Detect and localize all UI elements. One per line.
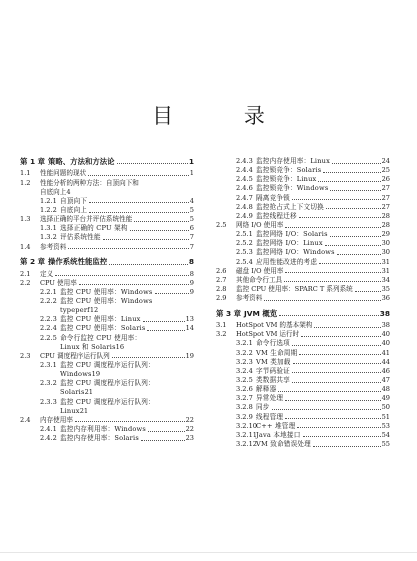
toc-dot-leader: [313, 446, 381, 447]
toc-dot-leader: [330, 236, 381, 237]
toc-entry-title: 自顶向下: [60, 196, 88, 205]
toc-dot-leader: [264, 300, 380, 301]
toc-page-number: 40: [381, 339, 390, 348]
toc-entry-number: 1.2.1: [40, 196, 57, 205]
page-bottom-rule: [0, 552, 417, 553]
toc-entry-number: 2.3.1: [40, 360, 57, 369]
toc-page-number: 48: [381, 385, 390, 394]
toc-entry-number: 3.2.10: [236, 421, 257, 430]
toc-page-number: 5: [189, 205, 194, 214]
toc-entry-number: 3.2.2: [236, 348, 253, 357]
toc-page-number: 4: [189, 196, 194, 205]
toc-page-number: 22: [185, 424, 194, 433]
toc-entry-title: 命令行监控 CPU 使用率：: [60, 333, 142, 342]
toc-dot-leader: [109, 264, 188, 265]
toc-entry-number: 2.2.3: [40, 315, 57, 324]
toc-dot-leader: [130, 230, 189, 231]
toc-entry-number: 2.1: [20, 269, 31, 278]
toc-entry[interactable]: [20, 426, 194, 433]
toc-entry-number: 2.5.1: [236, 230, 253, 239]
toc-dot-leader: [292, 345, 381, 346]
toc-dot-leader: [89, 202, 189, 203]
toc-entry[interactable]: [216, 404, 390, 411]
toc-entry[interactable]: [20, 271, 194, 278]
toc-entry-title: CPU 使用率: [40, 278, 77, 287]
toc-entry-number: 3.2.7: [236, 394, 253, 403]
toc-dot-leader: [141, 440, 185, 441]
toc-entry-number: 3.2.9: [236, 412, 253, 421]
toc-entry[interactable]: [20, 389, 194, 396]
toc-page-number: 8: [189, 269, 194, 278]
toc-entry-number: 2.3: [20, 351, 31, 360]
toc-entry[interactable]: [216, 259, 390, 266]
toc-entry-title: 选择正确的 CPU 架构: [60, 224, 128, 233]
toc-page-number: 13: [185, 315, 194, 324]
toc-dot-leader: [292, 382, 381, 383]
toc-entry-title: VM 生命周期: [256, 348, 298, 357]
toc-entry[interactable]: [20, 289, 194, 296]
toc-dot-leader: [143, 321, 185, 322]
toc-dot-leader: [285, 272, 380, 273]
toc-page-number: 31: [381, 257, 390, 266]
toc-page-number: 30: [381, 239, 390, 248]
toc-page-number: 47: [381, 375, 390, 384]
toc-entry-number: 2.4.6: [236, 184, 253, 193]
toc-entry-number: 2.2.4: [40, 324, 57, 333]
toc-dot-leader: [326, 208, 381, 209]
toc-entry[interactable]: [216, 295, 390, 302]
toc-entry[interactable]: [216, 213, 390, 220]
toc-entry[interactable]: [20, 353, 194, 360]
toc-dot-leader: [89, 212, 189, 213]
toc-dot-leader: [337, 254, 381, 255]
toc-page-number: 31: [381, 266, 390, 275]
toc-entry[interactable]: [20, 225, 194, 232]
toc-page-number: 28: [381, 220, 390, 229]
toc-entry-title: 监控 CPU 使用率：Linux: [60, 315, 141, 324]
toc-page-number: 22: [185, 415, 194, 424]
toc-entry[interactable]: [20, 325, 194, 332]
toc-entry-number: 2.4.4: [236, 166, 253, 175]
toc-entry[interactable]: [216, 222, 390, 229]
toc-entry[interactable]: [20, 170, 194, 177]
toc-page-number: 38: [381, 321, 390, 330]
toc-dot-leader: [292, 199, 381, 200]
toc-dot-leader: [355, 291, 381, 292]
toc-entry[interactable]: [216, 195, 390, 202]
toc-entry-number: 1.3: [20, 215, 31, 224]
toc-page-number: 51: [381, 412, 390, 421]
toc-entry[interactable]: [20, 408, 194, 415]
toc-entry-title: 选择正确的平台并评估系统性能: [40, 215, 133, 224]
toc-dot-leader: [330, 190, 380, 191]
toc-entry-number: 2.9: [216, 294, 227, 303]
toc-dot-leader: [279, 315, 379, 316]
toc-entry-title: 监控 CPU 使用率：Windows: [60, 287, 153, 296]
toc-page-number: 34: [381, 275, 390, 284]
toc-entry[interactable]: [20, 189, 194, 196]
toc-entry-title: 磁盘 I/O 使用率: [236, 266, 284, 275]
toc-entry-number: 2.4.7: [236, 193, 253, 202]
toc-entry-title: 其他命令行工具: [236, 275, 283, 284]
toc-entry-title: C++ 堆管理: [256, 421, 296, 430]
toc-entry[interactable]: [216, 231, 390, 238]
toc-entry-title: 监控锁竞争：Linux: [256, 175, 317, 184]
toc-entry-number: 2.5: [216, 220, 227, 229]
toc-entry-title: 监控 CPU 调度程序运行队列：: [60, 397, 155, 406]
toc-dot-leader: [292, 372, 381, 373]
toc-entry-number: 3.1: [216, 321, 227, 330]
toc-entry-title: 监控锁竞争：Solaris: [256, 166, 322, 175]
toc-entry-number: 2.5.3: [236, 248, 253, 257]
toc-page-number: 40: [381, 330, 390, 339]
toc-dot-leader: [299, 354, 380, 355]
toc-entry-number: 1.3.2: [40, 233, 57, 242]
toc-entry[interactable]: [20, 335, 194, 342]
toc-entry-number: 2.4.9: [236, 211, 253, 220]
toc-entry-number: 3.2.12: [236, 439, 257, 448]
toc-page-number: 21: [79, 406, 89, 415]
toc-entry-title: 评估系统性能: [60, 233, 101, 242]
toc-page-number: 12: [89, 306, 99, 315]
toc-entry[interactable]: [216, 359, 390, 366]
toc-entry-title: 策略、方法和方法论: [48, 157, 115, 166]
toc-entry[interactable]: [216, 423, 390, 430]
toc-entry-title: Windows: [60, 370, 92, 379]
toc-dot-leader: [112, 357, 185, 358]
toc-entry-title: 应用性能改进的考虑: [256, 257, 318, 266]
toc-entry-number: 2.3.2: [40, 379, 57, 388]
toc-entry-title: 性能问题的现状: [40, 169, 87, 178]
toc-entry-title: 自底向上: [40, 187, 67, 196]
toc-entry-title: VM 类加载: [256, 357, 291, 366]
toc-entry-title: Solaris: [60, 388, 85, 397]
toc-dot-leader: [55, 275, 189, 276]
toc-entry-title: 监控内存利用率：Windows: [60, 424, 146, 433]
toc-entry-number: 3.2.8: [236, 403, 253, 412]
toc-page-number: 41: [381, 348, 390, 357]
toc-entry[interactable]: [216, 340, 390, 347]
toc-page-number: 6: [189, 224, 194, 233]
toc-entry[interactable]: [20, 380, 194, 387]
toc-entry[interactable]: [20, 362, 194, 369]
toc-entry-title: Linux 和 Solaris: [60, 342, 116, 351]
toc-entry[interactable]: [216, 176, 390, 183]
toc-dot-leader: [318, 181, 380, 182]
toc-entry[interactable]: [216, 350, 390, 357]
toc-entry-number: 3.2.4: [236, 366, 253, 375]
toc-entry[interactable]: [20, 244, 194, 251]
toc-chapter-entry[interactable]: [20, 158, 194, 165]
toc-dot-leader: [79, 284, 189, 285]
toc-entry-title: 监控抢占式上下文切换: [256, 202, 324, 211]
toc-dot-leader: [103, 239, 189, 240]
toc-entry[interactable]: [216, 185, 390, 192]
toc-entry-number: 3.2: [216, 330, 227, 339]
toc-entry-number: 2.2: [20, 278, 31, 287]
toc-entry[interactable]: [216, 249, 390, 256]
toc-entry-title: 操作系统性能监控: [48, 257, 108, 267]
toc-page-number: 25: [381, 166, 390, 175]
toc-entry-number: 3.2.11: [236, 430, 257, 439]
toc-entry[interactable]: [216, 322, 390, 329]
toc-dot-leader: [88, 175, 189, 176]
toc-entry-number: 2.5.2: [236, 239, 253, 248]
toc-dot-leader: [147, 330, 184, 331]
toc-page-number: 9: [189, 278, 194, 287]
toc-entry[interactable]: [20, 316, 194, 323]
toc-entry[interactable]: [216, 277, 390, 284]
toc-entry-title: 监控锁竞争：Windows: [256, 184, 329, 193]
toc-entry-title: 监控 CPU 调度程序运行队列：: [60, 379, 155, 388]
toc-entry-title: 线程管理: [256, 412, 284, 421]
toc-dot-leader: [68, 248, 188, 249]
toc-entry[interactable]: [20, 344, 194, 351]
toc-entry-title: 同步: [256, 403, 270, 412]
toc-entry-number: 2.3.3: [40, 397, 57, 406]
toc-entry-number: 2.6: [216, 266, 227, 275]
toc-dot-leader: [134, 221, 188, 222]
toc-entry-number: 2.4.2: [40, 434, 57, 443]
toc-entry-number: 第 3 章: [216, 308, 242, 318]
toc-entry-number: 2.2.5: [40, 333, 57, 342]
toc-dot-leader: [148, 431, 185, 432]
toc-entry[interactable]: [20, 198, 194, 205]
toc-entry-number: 3.2.1: [236, 339, 253, 348]
toc-dot-leader: [297, 427, 380, 428]
toc-entry-title: 性能分析的两种方法：自顶向下和: [40, 178, 139, 187]
toc-page-number: 27: [381, 193, 390, 202]
toc-entry[interactable]: [216, 158, 390, 165]
toc-page-number: 50: [381, 403, 390, 412]
toc-entry[interactable]: [216, 331, 390, 338]
toc-entry[interactable]: [216, 414, 390, 421]
toc-entry[interactable]: [216, 441, 390, 448]
toc-entry-title: CPU 调度程序运行队列: [40, 351, 110, 360]
toc-entry-number: 1.3.1: [40, 224, 57, 233]
toc-entry[interactable]: [20, 180, 194, 187]
toc-dot-leader: [285, 418, 380, 419]
toc-entry-title: Linux: [60, 406, 80, 415]
toc-entry-number: 2.2.2: [40, 296, 57, 305]
toc-entry[interactable]: [216, 268, 390, 275]
toc-entry-title: 监控网络 I/O：Linux: [256, 239, 323, 248]
toc-entry-title: 网络 I/O 使用率: [236, 220, 284, 229]
toc-entry[interactable]: [20, 298, 194, 305]
toc-entry-title: 自底向上: [60, 205, 88, 214]
toc-entry[interactable]: [20, 216, 194, 223]
toc-dot-leader: [332, 163, 381, 164]
toc-dot-leader: [299, 217, 381, 218]
toc-entry-number: 3.2.3: [236, 357, 253, 366]
toc-page-number: 27: [381, 184, 390, 193]
toc-entry-title: JVM 概览: [244, 308, 278, 318]
toc-entry[interactable]: [216, 204, 390, 211]
toc-entry[interactable]: [216, 240, 390, 247]
toc-entry[interactable]: [20, 399, 194, 406]
toc-entry-title: HotSpot VM 运行时: [236, 330, 300, 339]
toc-entry[interactable]: [216, 377, 390, 384]
toc-entry-title: 内存使用率: [40, 415, 73, 424]
toc-entry-number: 2.4.1: [40, 424, 57, 433]
toc-entry-title: 异常处理: [256, 394, 284, 403]
toc-entry[interactable]: [216, 286, 390, 293]
toc-entry-title: Java 本地接口: [256, 430, 301, 439]
toc-entry[interactable]: [20, 280, 194, 287]
toc-entry[interactable]: [216, 368, 390, 375]
toc-page-number: 36: [381, 294, 390, 303]
toc-entry-title: HotSpot VM 的基本架构: [236, 321, 313, 330]
toc-entry-title: 监控网络 I/O：Solaris: [256, 230, 328, 239]
toc-entry-title: 隔离竞争锁: [256, 193, 290, 202]
toc-entry[interactable]: [216, 432, 390, 439]
toc-dot-leader: [319, 263, 380, 264]
toc-entry-title: typeperf: [60, 306, 90, 315]
toc-entry-number: 1.2: [20, 178, 31, 187]
toc-page-number: 19: [185, 351, 194, 360]
toc-dot-leader: [303, 436, 381, 437]
toc-entry-title: 监控网络 I/O：Windows: [256, 248, 335, 257]
toc-page-number: 8: [188, 257, 194, 267]
toc-entry-title: 监控 CPU 使用率：Windows: [60, 296, 153, 305]
toc-entry-number: 2.4.3: [236, 157, 253, 165]
toc-entry-number: 3.2.5: [236, 375, 253, 384]
toc-dot-leader: [117, 163, 188, 164]
toc-entry-number: 2.4: [20, 415, 31, 424]
toc-entry-number: 2.4.5: [236, 175, 253, 184]
toc-entry-number: 2.5.4: [236, 257, 253, 266]
page-title: 目 录: [152, 104, 297, 128]
toc-entry-number: 3.2.6: [236, 385, 253, 394]
toc-page-number: 16: [115, 342, 125, 351]
toc-page-number: 19: [91, 370, 101, 379]
toc-page-number: 4: [66, 187, 71, 196]
toc-entry[interactable]: [216, 395, 390, 402]
toc-entry-number: 2.4.8: [236, 202, 253, 211]
toc-entry[interactable]: [216, 386, 390, 393]
toc-page-number: 35: [381, 284, 390, 293]
toc-page-number: 54: [381, 430, 390, 439]
toc-dot-leader: [325, 245, 381, 246]
toc-left-column: [20, 158, 194, 444]
toc-dot-leader: [75, 421, 185, 422]
toc-page-number: 21: [84, 388, 93, 397]
toc-dot-leader: [314, 327, 380, 328]
toc-entry[interactable]: [20, 207, 194, 214]
toc-page-number: 27: [381, 202, 390, 211]
toc-entry-number: 1.1: [20, 169, 31, 178]
toc-page-number: 7: [189, 242, 194, 251]
toc-entry-number: 第 2 章: [20, 257, 46, 267]
toc-dot-leader: [323, 172, 380, 173]
toc-page-number: 53: [381, 421, 390, 430]
toc-entry-title: 监控线程迁移: [256, 211, 297, 220]
toc-page-number: 9: [189, 287, 194, 296]
toc-dot-leader: [284, 281, 380, 282]
toc-entry[interactable]: [20, 417, 194, 424]
toc-entry-title: 监控内存使用率：Linux: [256, 157, 331, 165]
toc-page-number: 55: [381, 439, 390, 448]
toc-page-number: 23: [185, 434, 194, 443]
toc-entry-title: 参考资料: [236, 294, 263, 303]
toc-entry-title: 命令行选项: [256, 339, 290, 348]
toc-page-number: 26: [381, 175, 390, 184]
toc-page-number: 30: [381, 248, 390, 257]
toc-entry-number: 2.7: [216, 275, 227, 284]
toc-chapter-entry[interactable]: [216, 310, 390, 317]
toc-dot-leader: [272, 409, 381, 410]
toc-page-number: 24: [381, 157, 390, 165]
toc-entry-number: 1.4: [20, 242, 31, 251]
toc-entry-title: 字节码验证: [256, 366, 290, 375]
toc-dot-leader: [285, 400, 380, 401]
toc-page-number: 14: [185, 324, 194, 333]
toc-entry-title: 监控 CPU 使用率：SPARC T 系列系统: [236, 284, 353, 293]
toc-entry-title: 参考资料: [40, 242, 67, 251]
toc-entry[interactable]: [216, 167, 390, 174]
toc-page-number: 46: [381, 366, 390, 375]
toc-entry[interactable]: [20, 307, 194, 314]
toc-entry-title: 监控内存使用率：Solaris: [60, 434, 139, 443]
toc-page-number: 1: [189, 169, 194, 178]
toc-entry-number: 1.2.2: [40, 205, 57, 214]
toc-entry-title: 监控 CPU 使用率：Solaris: [60, 324, 146, 333]
toc-dot-leader: [293, 363, 381, 364]
toc-page-number: 38: [379, 308, 390, 318]
toc-page-number: 44: [381, 357, 390, 366]
toc-entry[interactable]: [20, 371, 194, 378]
toc-entry[interactable]: [20, 435, 194, 442]
toc-entry-number: 第 1 章: [20, 157, 46, 166]
toc-entry-title: VM 致命错误处理: [256, 439, 311, 448]
toc-chapter-entry[interactable]: [20, 258, 194, 265]
toc-dot-leader: [285, 227, 380, 228]
toc-entry-title: 类数据共享: [256, 375, 290, 384]
toc-entry-title: 定义: [40, 269, 54, 278]
toc-entry-title: 解释器: [256, 385, 277, 394]
toc-dot-leader: [278, 391, 380, 392]
toc-page-number: 7: [189, 233, 194, 242]
toc-entry-title: 监控 CPU 调度程序运行队列：: [60, 360, 155, 369]
toc-dot-leader: [155, 293, 189, 294]
toc-dot-leader: [301, 336, 380, 337]
toc-page-number: 49: [381, 394, 390, 403]
toc-page-number: 5: [189, 215, 194, 224]
toc-entry-number: 2.8: [216, 284, 227, 293]
toc-page-number: 28: [381, 211, 390, 220]
toc-entry[interactable]: [20, 234, 194, 241]
toc-page-number: 29: [381, 230, 390, 239]
toc-page-number: 1: [188, 157, 194, 166]
toc-entry-number: 2.2.1: [40, 287, 57, 296]
toc-right-column: [216, 158, 390, 450]
